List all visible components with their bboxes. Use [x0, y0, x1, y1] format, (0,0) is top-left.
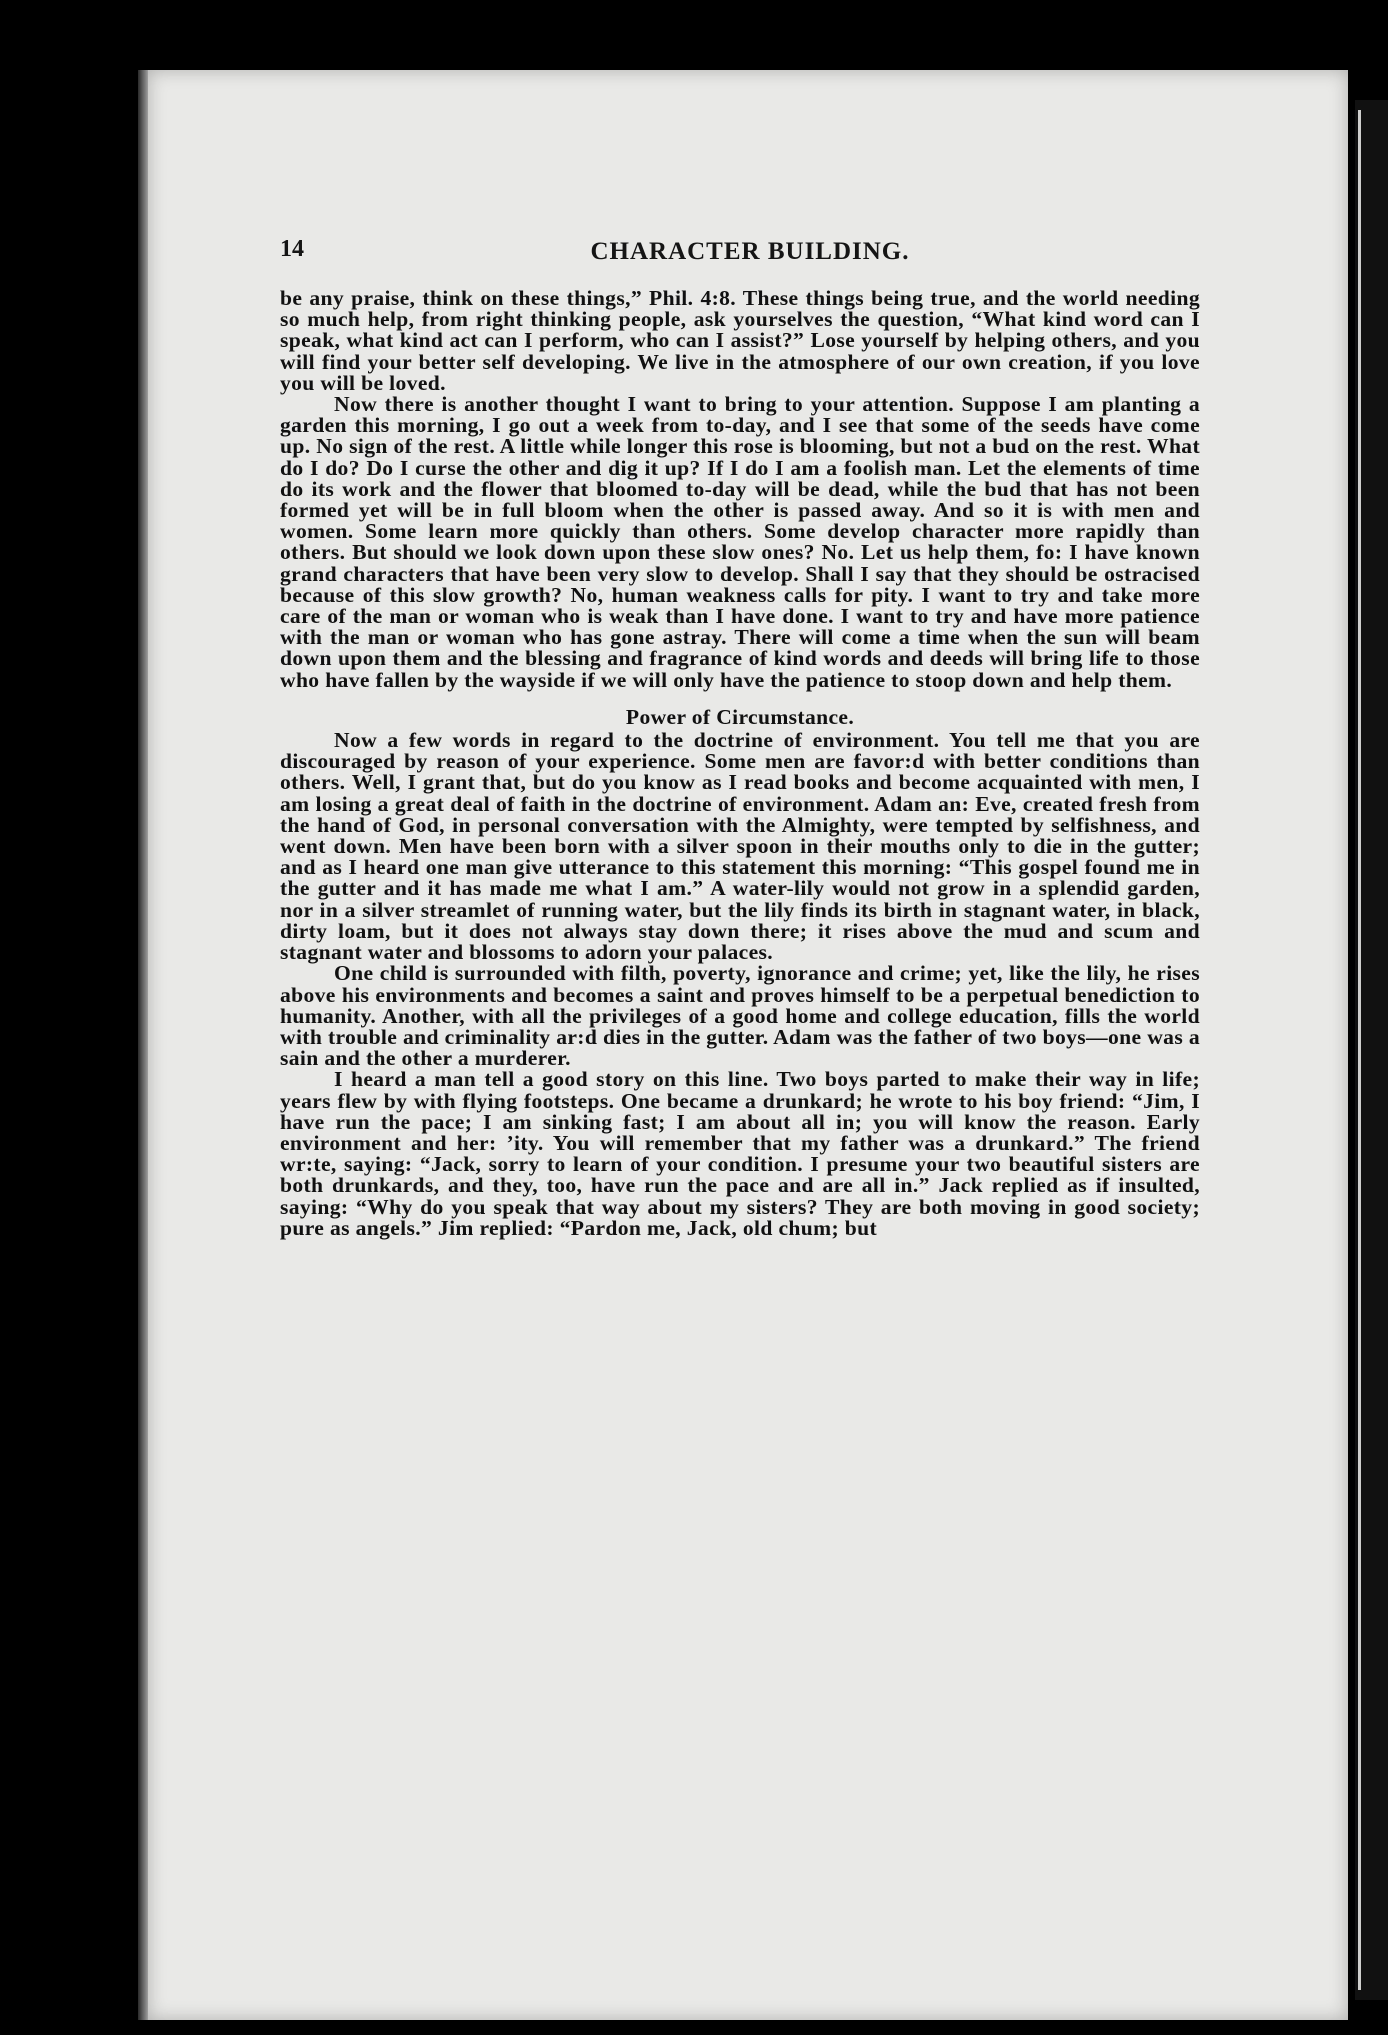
paragraph-4: One child is surrounded with filth, poverty, ignorance and crime; yet, like the lily, he rises above his environments and becomes a saint and proves himself to be a perpetual benediction to humanity. Another, with all the privileges of a good home and college education, fills the world with trouble and criminality ar:d dies in the gutter. Adam was the father of two boys—one was a sain and the other a murderer.: [280, 961, 1200, 1071]
paragraph-2: Now there is another thought I want to bring to your attention. Suppose I am planting a garden this morning, I go out a week from to-day, and I see that some of the seeds have come up. No sign of the rest. A little while longer this rose is blooming, but not a bud on the rest. What do I do? Do I curse the other and dig it up? If I do I am a foolish man. Let the elements of time do its work and the flower that bloomed to-day will be dead, while the bud that has not been formed yet will be in full bloom when the other is passed away. And so it is with men and women. Some learn more quickly than others. Some develop character more rapidly than others. But should we look down upon these slow ones? No. Let us help them, fo: I have known grand characters that have been very slow to develop. Shall I say that they should be ostracised because of this slow growth? No, human weakness calls for pity. I want to try and take more care of the man or woman who is weak than I have done. I want to try and have more patience with the man or woman who has gone astray. There will come a time when the sun will beam down upon them and the blessing and fragrance of kind words and deeds will bring life to those who have fallen by the wayside if we will only have the patience to stoop down and help them.: [280, 392, 1200, 692]
page-header: [280, 236, 1220, 276]
page-number: 14: [280, 236, 304, 262]
paragraph-5: I heard a man tell a good story on this line. Two boys parted to make their way in life; years flew by with flying footsteps. One became a drunkard; he wrote to his boy friend: “Jim, I have run the pace; I am sinking fast; I am about all in; you will know the reason. Early environment and her: ’ity. You will remember that my father was a drunkard.” The friend wr:te, saying: “Jack, sorry to learn of your condition. I presume your two beautiful sisters are both drunkards, and they, too, have run the pace and are all in.” Jack replied as if insulted, saying: “Why do you speak that way about my sisters? They are both moving in good society; pure as angels.” Jim replied: “Pardon me, Jack, old chum; but: [280, 1067, 1200, 1240]
body-text: [280, 288, 1200, 1239]
paragraph-3: Now a few words in regard to the doctrine of environment. You tell me that you are discouraged by reason of your experience. Some men are favor:d with better conditions than others. Well, I grant that, but do you know as I read books and become acquainted with men, I am losing a great deal of faith in the doctrine of environment. Adam an: Eve, created fresh from the hand of God, in personal conversation with the Almighty, were tempted by selfishness, and went down. Men have been born with a silver spoon in their mouths only to die in the gutter; and as I heard one man give utterance to this statement this morning: “This gospel found me in the gutter and it has made me what I am.” A water-lily would not grow in a splendid garden, nor in a silver streamlet of running water, but the lily finds its birth in stagnant water, in black, dirty loam, but it does not always stay down there; it rises above the mud and scum and stagnant water and blossoms to adorn your palaces.: [280, 728, 1200, 965]
running-head: CHARACTER BUILDING.: [590, 238, 910, 265]
section-heading: Power of Circumstance.: [625, 704, 855, 729]
paragraph-1: be any praise, think on these things,” Phil. 4:8. These things being true, and the world needing so much help, from right thinking people, ask yourselves the question, “What kind word can I speak, what kind act can I perform, who can I assist?” Lose yourself by helping others, and you will find your better self developing. We live in the atmosphere of our own creation, if you love you will be loved.: [280, 286, 1200, 395]
facing-page-edge-line: [1358, 110, 1361, 1990]
